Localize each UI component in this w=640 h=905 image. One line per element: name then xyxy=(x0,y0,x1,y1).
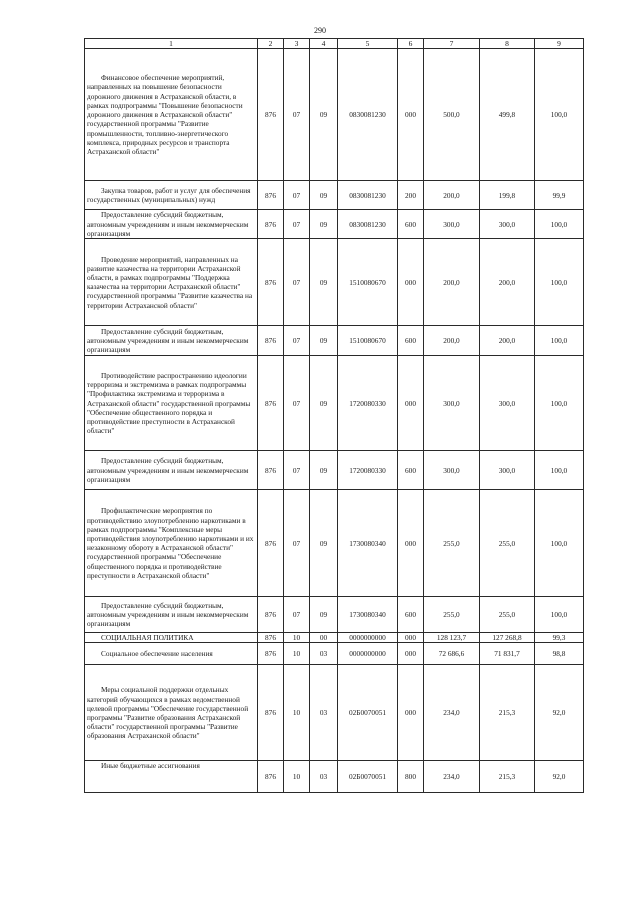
value-col-7: 200,0 xyxy=(424,239,480,326)
expense-type-code: 000 xyxy=(398,49,424,181)
table-row xyxy=(85,597,584,633)
expense-type-code: 000 xyxy=(398,633,424,643)
subsection-code: 09 xyxy=(310,326,338,356)
value-col-8: 200,0 xyxy=(480,326,535,356)
value-col-9: 100,0 xyxy=(535,239,584,326)
target-article-code: 0830081230 xyxy=(338,210,398,239)
expense-type-code: 600 xyxy=(398,597,424,633)
target-article-code: 1510080670 xyxy=(338,239,398,326)
ved-code: 876 xyxy=(258,49,284,181)
section-code: 10 xyxy=(284,665,310,761)
target-article-code: 1720080330 xyxy=(338,451,398,490)
value-col-9: 100,0 xyxy=(535,597,584,633)
section-code: 10 xyxy=(284,633,310,643)
section-code: 10 xyxy=(284,643,310,665)
row-name: Предоставление субсидий бюджетным, автономным учреждениям и иным некоммерческим организациям xyxy=(85,326,258,356)
header-col-3: 3 xyxy=(284,39,310,49)
table-row xyxy=(85,633,584,643)
ved-code: 876 xyxy=(258,633,284,643)
expense-type-code: 000 xyxy=(398,239,424,326)
value-col-8: 215,3 xyxy=(480,761,535,793)
value-col-7: 72 686,6 xyxy=(424,643,480,665)
value-col-9: 100,0 xyxy=(535,210,584,239)
subsection-code: 03 xyxy=(310,665,338,761)
expense-type-code: 600 xyxy=(398,451,424,490)
row-name: Предоставление субсидий бюджетным, автономным учреждениям и иным некоммерческим организациям xyxy=(85,597,258,633)
target-article-code: 0830081230 xyxy=(338,49,398,181)
ved-code: 876 xyxy=(258,356,284,451)
target-article-code: 02Б0070051 xyxy=(338,761,398,793)
section-code: 07 xyxy=(284,356,310,451)
value-col-8: 255,0 xyxy=(480,597,535,633)
header-col-8: 8 xyxy=(480,39,535,49)
section-code: 07 xyxy=(284,451,310,490)
expense-type-code: 800 xyxy=(398,761,424,793)
value-col-8: 255,0 xyxy=(480,490,535,597)
subsection-code: 09 xyxy=(310,597,338,633)
value-col-7: 200,0 xyxy=(424,326,480,356)
section-code: 07 xyxy=(284,181,310,210)
table-row xyxy=(85,761,584,793)
target-article-code: 1730080340 xyxy=(338,490,398,597)
value-col-9: 92,0 xyxy=(535,665,584,761)
row-name: Противодействие распространению идеологии терроризма и экстремизма в рамках подпрограммы "Профилактика экстремизма и терроризма в Астраханской области" государственной программы "Обеспечение общественного порядка и противодействие преступности в Астраханской области" xyxy=(85,356,258,451)
value-col-9: 99,9 xyxy=(535,181,584,210)
target-article-code: 1730080340 xyxy=(338,597,398,633)
row-name: Меры социальной поддержки отдельных категорий обучающихся в рамках ведомственной целевой программы "Обеспечение государственной программы "Развитие образования Астраханской области" государственной программы "Развитие образования Астраханской области" xyxy=(85,665,258,761)
value-col-7: 255,0 xyxy=(424,490,480,597)
subsection-code: 09 xyxy=(310,181,338,210)
expense-type-code: 000 xyxy=(398,356,424,451)
target-article-code: 0000000000 xyxy=(338,643,398,665)
section-code: 07 xyxy=(284,239,310,326)
ved-code: 876 xyxy=(258,761,284,793)
value-col-7: 300,0 xyxy=(424,451,480,490)
ved-code: 876 xyxy=(258,643,284,665)
table-row xyxy=(85,239,584,326)
value-col-7: 234,0 xyxy=(424,665,480,761)
expense-type-code: 600 xyxy=(398,210,424,239)
row-name: Социальное обеспечение населения xyxy=(85,643,258,665)
value-col-7: 500,0 xyxy=(424,49,480,181)
value-col-9: 100,0 xyxy=(535,49,584,181)
value-col-9: 100,0 xyxy=(535,356,584,451)
value-col-8: 300,0 xyxy=(480,451,535,490)
value-col-8: 300,0 xyxy=(480,356,535,451)
value-col-8: 300,0 xyxy=(480,210,535,239)
header-col-1: 1 xyxy=(85,39,258,49)
value-col-8: 199,8 xyxy=(480,181,535,210)
row-name: Профилактические мероприятия по противодействию злоупотреблению наркотиками в рамках подпрограммы "Комплексные меры противодействия злоупотреблению наркотиками и их незаконному обороту в Астраханской области" государственной программы "Обеспечение общественного порядка и противодействие преступности в Астраханской области" xyxy=(85,490,258,597)
ved-code: 876 xyxy=(258,210,284,239)
ved-code: 876 xyxy=(258,665,284,761)
value-col-7: 300,0 xyxy=(424,210,480,239)
subsection-code: 09 xyxy=(310,490,338,597)
value-col-8: 499,8 xyxy=(480,49,535,181)
ved-code: 876 xyxy=(258,490,284,597)
header-col-2: 2 xyxy=(258,39,284,49)
row-name: Проведение мероприятий, направленных на развитие казачества на территории Астраханской области, в рамках подпрограммы "Поддержка казачества на территории Астраханской области" государственной программы "Развитие казачества на территории Астраханской области" xyxy=(85,239,258,326)
subsection-code: 09 xyxy=(310,49,338,181)
header-col-7: 7 xyxy=(424,39,480,49)
row-name: Иные бюджетные ассигнования xyxy=(85,761,258,793)
target-article-code: 0830081230 xyxy=(338,181,398,210)
section-code: 07 xyxy=(284,326,310,356)
section-code: 07 xyxy=(284,490,310,597)
subsection-code: 09 xyxy=(310,210,338,239)
header-row xyxy=(85,39,584,49)
section-code: 07 xyxy=(284,49,310,181)
expense-type-code: 000 xyxy=(398,490,424,597)
target-article-code: 02Б0070051 xyxy=(338,665,398,761)
table-row xyxy=(85,210,584,239)
value-col-9: 100,0 xyxy=(535,451,584,490)
subsection-code: 09 xyxy=(310,239,338,326)
row-name: СОЦИАЛЬНАЯ ПОЛИТИКА xyxy=(85,633,258,643)
ved-code: 876 xyxy=(258,239,284,326)
value-col-7: 128 123,7 xyxy=(424,633,480,643)
subsection-code: 03 xyxy=(310,643,338,665)
value-col-9: 98,8 xyxy=(535,643,584,665)
table-row xyxy=(85,451,584,490)
table-row xyxy=(85,49,584,181)
subsection-code: 09 xyxy=(310,451,338,490)
value-col-7: 255,0 xyxy=(424,597,480,633)
table-row xyxy=(85,643,584,665)
target-article-code: 0000000000 xyxy=(338,633,398,643)
header-col-9: 9 xyxy=(535,39,584,49)
expense-type-code: 000 xyxy=(398,643,424,665)
row-name: Предоставление субсидий бюджетным, автономным учреждениям и иным некоммерческим организациям xyxy=(85,451,258,490)
header-col-4: 4 xyxy=(310,39,338,49)
value-col-7: 234,0 xyxy=(424,761,480,793)
value-col-9: 100,0 xyxy=(535,490,584,597)
value-col-9: 100,0 xyxy=(535,326,584,356)
value-col-8: 200,0 xyxy=(480,239,535,326)
value-col-8: 71 831,7 xyxy=(480,643,535,665)
expense-type-code: 600 xyxy=(398,326,424,356)
table-row xyxy=(85,326,584,356)
value-col-7: 200,0 xyxy=(424,181,480,210)
ved-code: 876 xyxy=(258,326,284,356)
subsection-code: 09 xyxy=(310,356,338,451)
table-row xyxy=(85,490,584,597)
table-row xyxy=(85,665,584,761)
section-code: 07 xyxy=(284,597,310,633)
target-article-code: 1510080670 xyxy=(338,326,398,356)
page-number: 290 xyxy=(314,26,326,35)
section-code: 07 xyxy=(284,210,310,239)
expense-type-code: 000 xyxy=(398,665,424,761)
value-col-8: 215,3 xyxy=(480,665,535,761)
expense-type-code: 200 xyxy=(398,181,424,210)
table-row xyxy=(85,181,584,210)
ved-code: 876 xyxy=(258,181,284,210)
header-col-6: 6 xyxy=(398,39,424,49)
row-name: Предоставление субсидий бюджетным, автономным учреждениям и иным некоммерческим организациям xyxy=(85,210,258,239)
value-col-9: 92,0 xyxy=(535,761,584,793)
value-col-9: 99,3 xyxy=(535,633,584,643)
target-article-code: 1720080330 xyxy=(338,356,398,451)
table-row xyxy=(85,356,584,451)
header-col-5: 5 xyxy=(338,39,398,49)
row-name: Финансовое обеспечение мероприятий, направленных на повышение безопасности дорожного движения в Астраханской области, в рамках подпрограммы "Повышение безопасности дорожного движения в Астраханской области" государственной программы "Развитие промышленности, топливно-энергетического комплекса, природных ресурсов и транспорта Астраханской области" xyxy=(85,49,258,181)
section-code: 10 xyxy=(284,761,310,793)
value-col-8: 127 268,8 xyxy=(480,633,535,643)
ved-code: 876 xyxy=(258,451,284,490)
subsection-code: 03 xyxy=(310,761,338,793)
value-col-7: 300,0 xyxy=(424,356,480,451)
row-name: Закупка товаров, работ и услуг для обеспечения государственных (муниципальных) нужд xyxy=(85,181,258,210)
subsection-code: 00 xyxy=(310,633,338,643)
ved-code: 876 xyxy=(258,597,284,633)
budget-table xyxy=(84,38,584,793)
